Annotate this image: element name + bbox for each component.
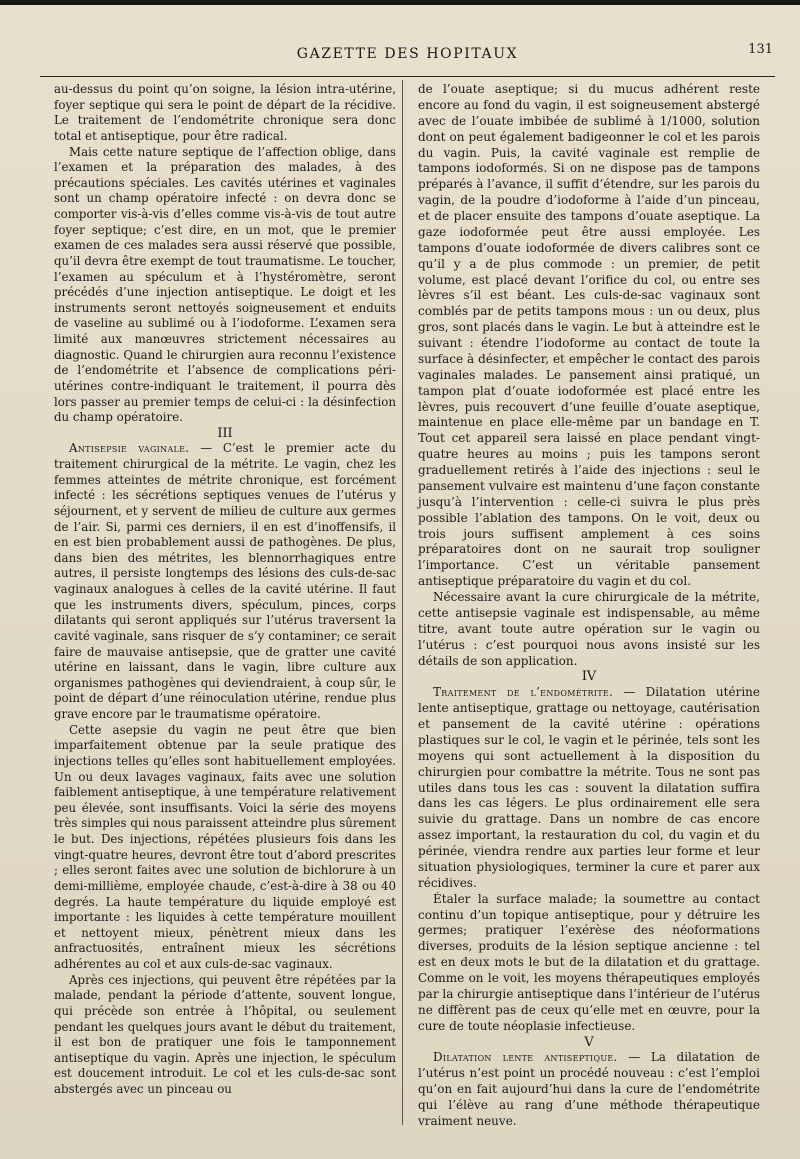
section-text: — Dilatation utérine lente antiseptique, grattage ou nettoyage, cautérisation et pansement de la cavité utérine : opérations plastiques sur le col, le vagin et le périnée, tels sont les moyens qui sont actuellement à la disposition du chirurgien pour combattre la métrite. Tous ne sont pas utiles dans tous les cas : souvent la dilatation suffira dans les cas légers. Le plus ordinairement elle sera suivie du grattage. Dans un nombre de cas encore assez important, la restauration du col, du vagin et du périnée, viendra rendre aux parties leur forme et leur situation physiologiques, terminer la cure et parer aux récidives. (418, 685, 760, 890)
left-column (54, 82, 396, 1098)
paragraph: Mais cette nature septique de l’affection oblige, dans l’examen et la préparation des malades, à des précautions spéciales. Les cavités utérines et vaginales sont un champ opératoire infecté : on devra donc se comporter vis-à-vis d’elles comme vis-à-vis de tout autre foyer septique; c’est dire, en un mot, que le premier examen de ces malades sera aussi réservé que possible, qu’il devra être exempt de tout traumatisme. Le toucher, l’examen au spéculum et à l’hystéromètre, seront précédés d’une injection antiseptique. Le doigt et les instruments seront nettoyés soigneusement et enduits de vaseline au sublimé ou à l’iodoforme. L’examen sera limité aux manœuvres strictement nécessaires au diagnostic. Quand le chirurgien aura reconnu l’existence de l’endométrite et l’absence de complications péri-utérines contre-indiquant le traitement, il pourra dès lors passer au premier temps de celui-ci : la désinfection du champ opératoire. (54, 144, 396, 425)
paragraph: Après ces injections, qui peuvent être répétées par la malade, pendant la période d’attente, souvent longue, qui précède son entrée à l’hôpital, ou seulement pendant les quelques jours avant le début du traitement, il est bon de pratiquer une fois le tamponnement antiseptique du vagin. Après une injection, le spéculum est doucement introduit. Le col et les culs-de-sac sont abstergés avec un pinceau ou (54, 972, 396, 1096)
section-paragraph (418, 685, 760, 891)
section-number: V (584, 1034, 594, 1050)
section-text: — La dilatation de l’utérus n’est point un procédé nouveau : c’est l’emploi qu’on en fait aujourd’hui dans la cure de l’endométrite qui l’élève au rang d’une méthode thérapeutique vraiment neuve. (418, 1050, 760, 1128)
section-number: IV (581, 669, 597, 685)
section-paragraph (54, 441, 396, 722)
section-heading: Traitement de l’endométrite. (433, 685, 614, 700)
paragraph: de l’ouate aseptique; si du mucus adhérent reste encore au fond du vagin, il est soigneusement abstergé avec de l’ouate imbibée de sublimé à 1/1000, solution dont on peut également badigeonner le col et les parois du vagin. Puis, la cavité vaginale est remplie de tampons iodoformés. Si on ne dispose pas de tampons préparés à l’avance, il suffit d’étendre, sur les parois du vagin, de la poudre d’iodoforme à l’aide d’un pinceau, et de placer ensuite des tampons d’ouate aseptique. La gaze iodoformée peut être aussi employée. Les tampons d’ouate iodoformée de divers calibres sont ce qu’il y a de plus commode : un premier, de petit volume, est placé devant l’orifice du col, ou entre ses lèvres s’il est béant. Les culs-de-sac vaginaux sont comblés par de petits tampons mous : un ou deux, plus gros, sont placés dans le vagin. Le but à atteindre est le suivant : étendre l’iodoforme au contact de toute la surface à désinfecter, et empêcher le contact des parois vaginales malades. Le pansement ainsi pratiqué, un tampon plat d’ouate iodoformée est placé entre les lèvres, puis recouvert d’une feuille d’ouate aseptique, maintenue en place elle-même par un bandage en T. Tout cet appareil sera laissé en place pendant vingt-quatre heures au moins ; puis les tampons seront graduellement retirés à l’aide des injections : seul le pansement vulvaire est maintenu d’une façon constante jusqu’à l’intervention : celle-ci suivra le plus près possible l’ablation des tampons. On le voit, deux ou trois jours suffisent amplement à ces soins préparatoires dont on ne saurait trop souligner l’importance. C’est un véritable pansement antiseptique préparatoire du vagin et du col. (418, 82, 760, 589)
journal-title: GAZETTE DES HOPITAUX (296, 46, 519, 62)
paragraph: Étaler la surface malade; la soumettre au contact continu d’un topique antiseptique, pour y détruire les germes; pratiquer l’exérèse des néoformations diverses, produits de la lésion septique ancienne : tel est en deux mots le but de la dilatation et du grattage. Comme on le voit, les moyens thérapeutiques employés par la chirurgie antiseptique dans l’intérieur de l’utérus ne diffèrent pas de ceux qu’elle met en œuvre, pour la cure de toute néoplasie infectieuse. (418, 891, 760, 1033)
column-divider (402, 80, 403, 1125)
paragraph: au-dessus du point qu’on soigne, la lésion intra-utérine, foyer septique qui sera le point de départ de la récidive. Le traitement de l’endométrite chronique sera donc total et antiseptique, pour être radical. (54, 82, 396, 143)
section-number: III (217, 425, 233, 441)
section-heading: Antisepsie vaginale. (69, 441, 190, 456)
paragraph: Nécessaire avant la cure chirurgicale de la métrite, cette antisepsie vaginale est indispensable, au même titre, avant toute autre opération sur le vagin ou l’utérus : c’est pourquoi nous avons insisté sur les détails de son application. (418, 590, 760, 668)
right-column (418, 82, 760, 1130)
page-number: 131 (748, 42, 773, 57)
paragraph: Cette asepsie du vagin ne peut être que bien imparfaitement obtenue par la seule pratique des injections telles qu’elles sont habituellement employées. Un ou deux lavages vaginaux, faits avec une solution faiblement antiseptique, à une température relativement peu élevée, sont insuffisants. Voici la série des moyens très simples qui nous paraissent atteindre plus sûrement le but. Des injections, répétées plusieurs fois dans les vingt-quatre heures, devront être tout d’abord prescrites ; elles seront faites avec une solution de bichlorure à un demi-millième, employée chaude, c’est-à-dire à 38 ou 40 degrés. La haute température du liquide employé est importante : les liquides à cette température mouillent et nettoyent mieux, pénètrent mieux dans les anfractuosités, entraînent mieux les sécrétions adhérentes au col et aux culs-de-sac vaginaux. (54, 722, 396, 971)
section-heading: Dilatation lente antiseptique. (433, 1050, 618, 1065)
section-text: — C’est le premier acte du traitement chirurgical de la métrite. Le vagin, chez les femmes atteintes de métrite chronique, est forcément infecté : les sécrétions septiques venues de l’utérus y séjournent, et y servent de milieu de culture aux germes de l’air. Si, parmi ces derniers, il en est d’inoffensifs, il en est bien probablement aussi de pathogènes. De plus, dans bien des métrites, les blennorrhagiques entre autres, il persiste longtemps des lésions des culs-de-sac vaginaux analogues à celles de la cavité utérine. Il faut que les instruments divers, spéculum, pinces, corps dilatants qui seront appliqués sur l’utérus traversent la cavité vaginale, sans risquer de s’y contaminer; ce serait faire de mauvaise antisepsie, que de gratter une cavité utérine en laissant, dans le vagin, libre culture aux organismes pathogènes qui deviendraient, à coup sûr, le point de départ d’une réinoculation utérine, rendue plus grave encore par le traumatisme opératoire. (54, 441, 396, 721)
top-border (0, 0, 800, 5)
page-header (40, 38, 775, 68)
header-rule (40, 76, 775, 77)
section-paragraph (418, 1050, 760, 1129)
